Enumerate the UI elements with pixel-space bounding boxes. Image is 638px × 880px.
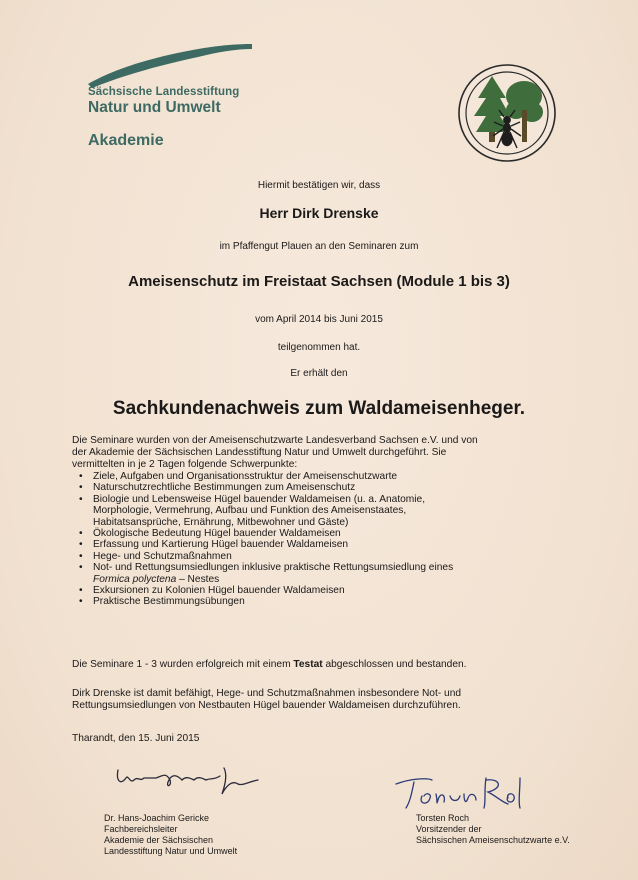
qualification-paragraph — [72, 688, 592, 712]
species-name: Formica polyctena — [93, 573, 177, 585]
topic-item: • Ziele, Aufgaben und Organisationsstruktur der Ameisenschutzwarte — [78, 471, 578, 482]
signatory-1-org: Akademie der Sächsischen — [104, 835, 214, 845]
qualification-line: Dirk Drenske ist damit befähigt, Hege- und Schutzmaßnahmen insbesondere Not- und — [72, 688, 462, 699]
description-line: vermittelten in je 2 Tagen folgende Schwerpunkte: — [72, 459, 298, 470]
brand-swoosh-logo — [86, 30, 256, 90]
topic-item: • Exkursionen zu Kolonien Hügel bauender Waldameisen — [78, 585, 578, 596]
recipient-name: Herr Dirk Drenske — [259, 205, 379, 221]
topic-item: • Hege- und Schutzmaßnahmen — [78, 551, 578, 562]
signatory-2-title: Vorsitzender der — [416, 824, 482, 834]
description-line: der Akademie der Sächsischen Landesstiftung Natur und Umwelt durchgeführt. Sie — [72, 447, 447, 458]
topic-item: • Naturschutzrechtliche Bestimmungen zum Ameisenschutz — [78, 482, 578, 493]
signatory-2-org: Sächsischen Ameisenschutzwarte e.V. — [416, 835, 570, 845]
intro-text: Hiermit bestätigen wir, dass — [257, 180, 381, 191]
exam-statement: Die Seminare 1 - 3 wurden erfolgreich mit einem Testat abgeschlossen und bestanden. — [72, 659, 467, 670]
signatory-1-title: Fachbereichsleiter — [104, 824, 178, 834]
place-date: Tharandt, den 15. Juni 2015 — [72, 733, 200, 744]
qualification-line: Rettungsumsiedlungen von Nestbauten Hügel bauender Waldameisen durchzuführen. — [72, 700, 461, 711]
topic-item: • Erfassung und Kartierung Hügel bauender Waldameisen — [78, 539, 578, 550]
org-line-1: Sächsische Landesstiftung — [88, 86, 240, 98]
receives-text: Er erhält den — [290, 368, 348, 379]
location-line: im Pfaffengut Plauen an den Seminaren zum — [219, 241, 419, 252]
course-title: Ameisenschutz im Freistaat Sachsen (Module 1 bis 3) — [128, 273, 510, 290]
org-line-2: Natur und Umwelt — [88, 99, 221, 116]
exam-keyword: Testat — [293, 659, 323, 670]
signatory-2-name: Torsten Roch — [416, 813, 470, 823]
signatory-2-block — [416, 813, 570, 846]
period-text: vom April 2014 bis Juni 2015 — [255, 314, 383, 325]
description-paragraph — [72, 435, 592, 471]
signatory-1-name: Dr. Hans-Joachim Gericke — [104, 813, 210, 823]
topic-item: • Biologie und Lebensweise Hügel bauender Waldameisen (u. a. Anatomie, Morphologie, Vermehrung, Aufbau und Funktion des Ameisenstaates, Habitatsansprüche, Ernährung, Mitbewohner und Gäste) — [78, 494, 578, 528]
ant-and-trees-seal-icon — [456, 62, 558, 164]
topic-item: • Not- und Rettungsumsiedlungen inklusive praktische Rettungsumsiedlung eines Formica polyctena – Nestes — [78, 562, 578, 585]
topic-item: • Ökologische Bedeutung Hügel bauender Waldameisen — [78, 528, 578, 539]
topics-list — [78, 471, 578, 608]
signatory-1-org: Landesstiftung Natur und Umwelt — [104, 846, 238, 856]
description-line: Die Seminare wurden von der Ameisenschutzwarte Landesverband Sachsen e.V. und von — [72, 435, 478, 446]
award-title: Sachkundenachweis zum Waldameisenheger. — [112, 398, 526, 419]
participated-text: teilgenommen hat. — [277, 342, 361, 353]
signatory-1-block — [104, 813, 237, 857]
organization-block — [88, 86, 239, 150]
org-line-3: Akademie — [88, 132, 164, 149]
topic-item: • Praktische Bestimmungsübungen — [78, 596, 578, 607]
signature-1 — [112, 756, 272, 802]
signature-2 — [392, 772, 532, 814]
